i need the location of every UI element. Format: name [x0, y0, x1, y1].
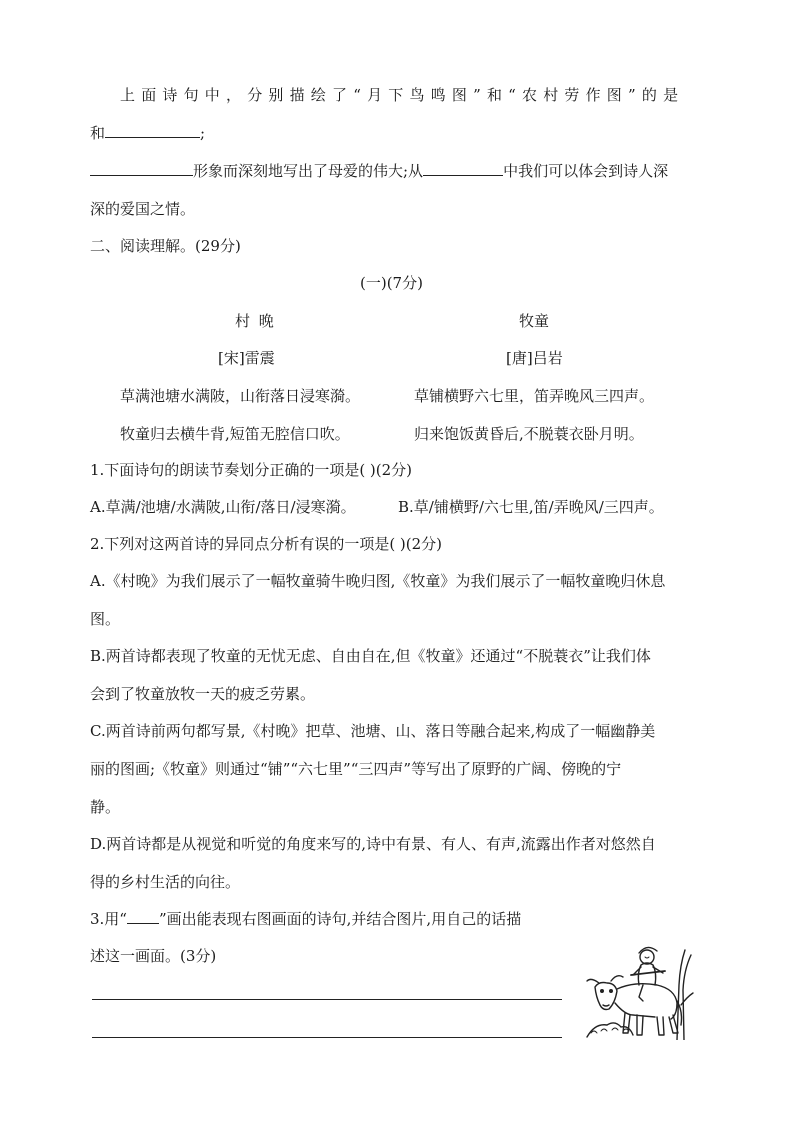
q2-option-c-line-3: 静。 [90, 798, 121, 816]
q2-option-d-line-2: 得的乡村生活的向往。 [90, 873, 241, 891]
poem1-line-1: 草满池塘水满陂，山衔落日浸寒漪。 [120, 387, 361, 405]
q2-option-a-line-1: A.《村晚》为我们展示了一幅牧童骑牛晚归图,《牧童》为我们展示了一幅牧童晚归休息 [90, 572, 666, 590]
q1-option-b: B.草/铺横野/六七里,笛/弄晚风/三四声。 [398, 498, 664, 516]
poem1-line-2: 牧童归去横牛背,短笛无腔信口吹。 [120, 425, 350, 443]
part-title: (一)(7分) [360, 274, 423, 292]
q2-option-b-line-2: 会到了牧童放牧一天的疲乏劳累。 [90, 685, 316, 703]
intro-line-2-prefix: 和 [90, 124, 106, 142]
q2-option-c-line-1: C.两首诗前两句都写景,《村晚》把草、池塘、山、落日等融合起来,构成了一幅幽静美 [90, 722, 656, 740]
intro-line-2-suffix: ; [200, 124, 206, 142]
q1-stem: 1.下面诗句的朗读节奏划分正确的一项是( )(2分) [90, 461, 413, 479]
q2-stem: 2.下列对这两首诗的异同点分析有误的一项是( )(2分) [90, 535, 443, 553]
answer-line[interactable] [92, 999, 562, 1000]
intro-line-3-end: 中我们可以体会到诗人深 [503, 162, 669, 180]
poem1-author: [宋]雷震 [218, 349, 275, 367]
q3-stem-post: ”画出能表现右图画面的诗句,并结合图片,用自己的话描 [158, 910, 522, 928]
section-title: 二、阅读理解。(29分) [90, 237, 241, 255]
q3-stem-line-1 [90, 909, 521, 929]
answer-blank[interactable] [423, 161, 503, 176]
answer-blank[interactable] [105, 123, 200, 138]
q2-option-b-line-1: B.两首诗都表现了牧童的无忧无虑、自由自在,但《牧童》还通过“不脱蓑衣”让我们体 [90, 647, 651, 665]
intro-line-2 [90, 123, 205, 143]
poem2-line-1: 草铺横野六七里，笛弄晚风三四声。 [414, 387, 655, 405]
poem2-line-2: 归来饱饭黄昏后,不脱蓑衣卧月明。 [414, 425, 644, 443]
q3-stem-pre: 3.用“ [90, 910, 127, 928]
underline-sample [127, 911, 159, 924]
intro-line-3-mid: 形象而深刻地写出了母爱的伟大;从 [193, 162, 424, 180]
q2-option-c-line-2: 丽的图画;《牧童》则通过“铺”“六七里”“三四声”等写出了原野的广阔、傍晚的宁 [90, 760, 622, 778]
intro-line-4: 深的爱国之情。 [90, 200, 196, 218]
answer-blank[interactable] [90, 161, 193, 176]
q2-option-d-line-1: D.两首诗都是从视觉和听觉的角度来写的,诗中有景、有人、有声,流露出作者对悠然自 [90, 835, 656, 853]
poem2-title: 牧童 [519, 312, 550, 330]
poem1-title: 村 晚 [235, 312, 276, 330]
boy-riding-ox-illustration [585, 945, 705, 1040]
intro-line-3 [90, 161, 668, 181]
intro-line-1: 上面诗句中，分别描绘了“月下鸟鸣图”和“农村劳作图”的是 [120, 86, 685, 104]
answer-line[interactable] [92, 1037, 562, 1038]
q1-option-a: A.草满/池塘/水满陂,山衔/落日/浸寒漪。 [90, 498, 356, 516]
q2-option-a-line-2: 图。 [90, 610, 121, 628]
poem2-author: [唐]吕岩 [506, 349, 563, 367]
q3-stem-line-2: 述这一画面。(3分) [90, 947, 217, 965]
